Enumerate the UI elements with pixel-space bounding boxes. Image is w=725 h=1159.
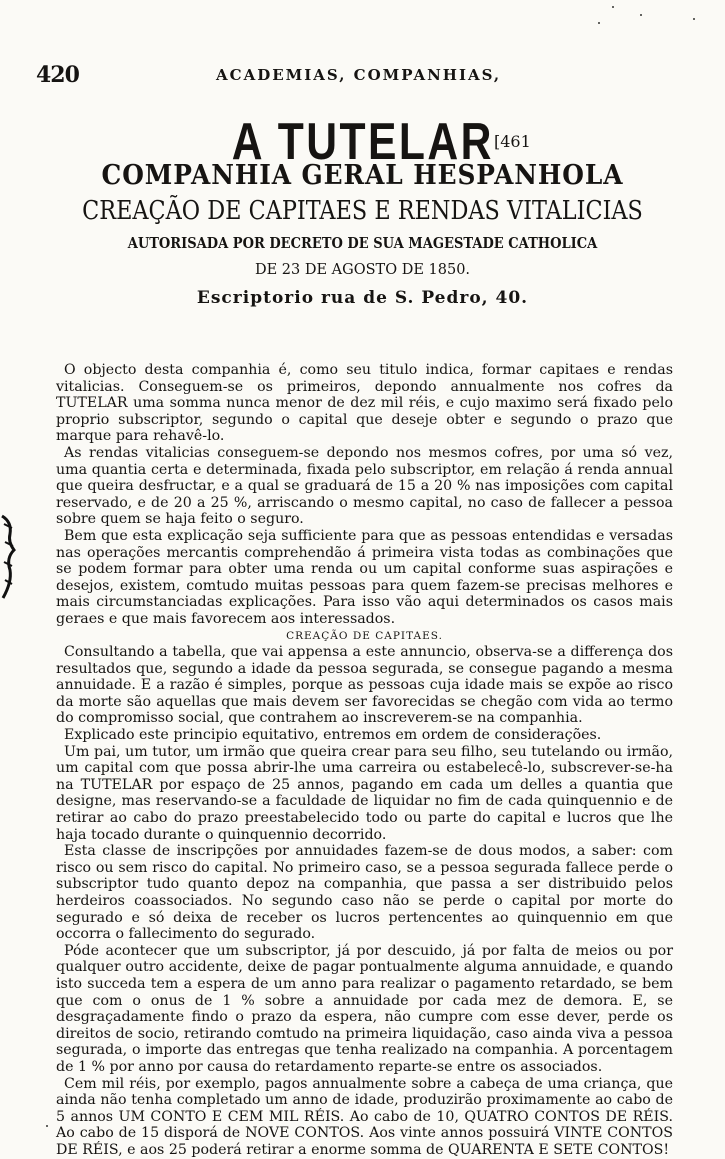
paper-speck xyxy=(693,18,695,20)
reference-number: [461 xyxy=(494,132,531,151)
paper-speck xyxy=(612,6,614,8)
office-address: Escriptorio rua de S. Pedro, 40. xyxy=(196,288,529,308)
paragraph-5: Explicado este principio equitativo, entremos em ordem de considerações. xyxy=(64,727,602,744)
running-head: ACADEMIAS, COMPANHIAS, xyxy=(216,66,502,84)
paragraph-9: Cem mil réis, por exemplo, pagos annualmente sobre a cabeça de uma criança, que ainda não tenha completado um anno de idade, produzirão proximamente ao cabo de 5 annos UM CONTO E CEM MIL RÉIS. Ao cabo de 10, QUATRO CONTOS DE RÉIS. Ao cabo de 15 disporá de NOVE CONTOS. Aos vinte annos possuirá VINTE CONTOS DE RÉIS, e aos 25 poderá retirar a enorme somma de QUARENTA E SETE CONTOS! xyxy=(56,1075,673,1158)
authorisation-line: AUTORISADA POR DECRETO DE SUA MAGESTADE CATHOLICA xyxy=(127,235,598,252)
paragraph-6: Um pai, um tutor, um irmão que queira crear para seu filho, seu tutelando ou irmão, um capital com que possa abrir-lhe uma carreira ou estabelecê-lo, subscrever-se-ha na TUTELAR por espaço de 25 annos, pagando em cada um delles a quantia que designe, mas reservando-se a faculdade de liquidar no fim de cada quinquennio e de retirar ao cabo do prazo preestabelecido todo ou parte do capital e lucros que lhe haja tocado durante o quinquennio decorrido. xyxy=(56,743,673,843)
paragraph-8: Póde acontecer que um subscriptor, já por descuido, já por falta de meios ou por qualquer outro accidente, deixe de pagar pontualmente alguma annuidade, e quando isto succeda tem a espera de um anno para realizar o pagamento retardado, se bem que com o onus de 1 % sobre a annuidade por cada mez de demora. E, se desgraçadamente findo o prazo da espera, não cumpre com esse dever, perde os direitos de socio, retirando comtudo na primeira liquidação, caso ainda viva a pessoa segurada, o importe das entregas que tenha realizado na companhia. A porcentagem de 1 % por anno por causa do retardamento reparte-se entre os associados. xyxy=(56,942,673,1075)
paragraph-3: Bem que esta explicação seja sufficiente para que as pessoas entendidas e versadas nas operações mercantis comprehendão á primeira vista todas as combinações que se podem formar para obter uma renda ou um capital conforme suas aspirações e desejos, existem, comtudo muitas pessoas para quem fazem-se precisas melhores e mais circumstanciadas explicações. Para isso vão aqui determinados os casos mais geraes e que mais favorecem aos interessados. xyxy=(56,527,673,627)
company-subtitle: COMPANHIA GERAL HESPANHOLA xyxy=(101,160,624,191)
page-header xyxy=(36,62,676,88)
paragraph-4: Consultando a tabella, que vai appensa a este annuncio, observa-se a differença dos resultados que, segundo a idade da pessoa segurada, se consegue pagando a mesma annuidade. E a razão é simples, porque as pessoas cuja idade mais se expõe ao risco da morte são aquellas que mais devem ser favorecidas se chegão com vida ao termo do compromisso social, que contrahem ao inscreverem-se na companhia. xyxy=(56,644,673,727)
paper-speck xyxy=(46,1125,48,1127)
article-body xyxy=(56,362,673,1159)
paragraph-7: Esta classe de inscripções por annuidades fazem-se de dous modos, a saber: com risco ou sem risco do capital. No primeiro caso, se a pessoa segurada fallece perde o subscriptor tudo quanto depoz na companhia, que passa a ser distribuido pelos herdeiros coassociados. No segundo caso não se perde o capital por morte do segurado e só deixa de receber os lucros pertencentes ao quinquennio em que occorra o fallecimento do segurado. xyxy=(56,843,673,943)
section-heading: CREAÇÃO DE CAPITAES. xyxy=(286,629,443,642)
decree-date: DE 23 DE AGOSTO DE 1850. xyxy=(254,262,471,278)
paper-speck xyxy=(640,14,642,16)
page-number: 420 xyxy=(36,62,79,88)
paragraph-2: As rendas vitalicias conseguem-se depondo nos mesmos cofres, por uma só vez, uma quantia certa e determinada, fixada pelo subscriptor, em relação á renda annual que queira desfructar, e a qual se graduará de 15 a 20 % nas imposições com capital reservado, e de 20 a 25 %, arriscando o mesmo capital, no caso de fallecer a pessoa sobre quem se haja feito o seguro. xyxy=(56,444,673,528)
company-name: A TUTELAR xyxy=(231,113,494,171)
paper-speck xyxy=(598,22,600,24)
margin-bracket-mark xyxy=(0,512,16,602)
paragraph-1: O objecto desta companhia é, como seu titulo indica, formar capitaes e rendas vitalicias. Conseguem-se os primeiros, depondo annualmente nos cofres da TUTELAR uma somma nunca menor de dez mil réis, e cujo maximo será fixado pelo proprio subscriptor, segundo o capital que deseje obter e segundo o prazo que marque para rehavê-lo. xyxy=(56,362,673,445)
company-purpose: CREAÇÃO DE CAPITAES E RENDAS VITALICIAS xyxy=(82,196,643,226)
